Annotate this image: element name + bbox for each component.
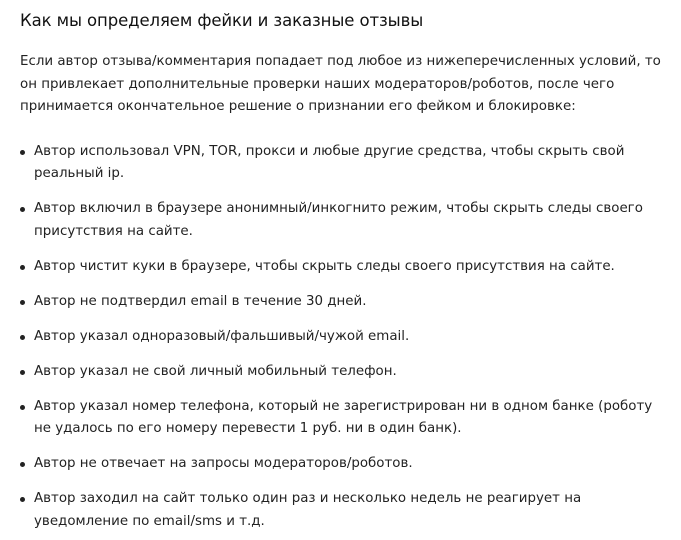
bullet-icon: [20, 300, 25, 305]
criteria-list: [20, 141, 663, 534]
list-item-text: Автор указал не свой личный мобильный телефон.: [34, 363, 397, 379]
bullet-icon: [20, 265, 25, 270]
bullet-icon: [20, 150, 25, 155]
list-item-text: Автор заходил на сайт только один раз и несколько недель не реагирует на уведомление по email/sms и т.д.: [34, 491, 582, 529]
intro-paragraph: Если автор отзыва/комментария попадает под любое из нижеперечисленных условий, то он привлекает дополнительные проверки наших модераторов/роботов, после чего принимается окончательное решение о признании его фейком и блокировке:: [20, 54, 661, 114]
bullet-icon: [20, 207, 25, 212]
bullet-icon: [20, 335, 25, 340]
list-item: [20, 326, 663, 349]
list-item-text: Автор не подтвердил email в течение 30 дней.: [34, 293, 367, 309]
list-item-text: Автор указал одноразовый/фальшивый/чужой email.: [34, 328, 410, 344]
list-item-text: Автор указал номер телефона, который не зарегистрирован ни в одном банке (роботу не удалось по его номеру перевести 1 руб. ни в один банк).: [34, 398, 653, 436]
bullet-icon: [20, 405, 25, 410]
bullet-icon: [20, 370, 25, 375]
list-item: [20, 361, 663, 384]
list-item: [20, 291, 663, 314]
list-item: [20, 256, 663, 279]
list-item: [20, 141, 663, 186]
bullet-icon: [20, 497, 25, 502]
list-item-text: Автор включил в браузере анонимный/инкогнито режим, чтобы скрыть следы своего присутствия на сайте.: [34, 201, 643, 239]
list-item: [20, 488, 663, 533]
bullet-icon: [20, 462, 25, 467]
list-item: [20, 453, 663, 476]
list-item-text: Автор чистит куки в браузере, чтобы скрыть следы своего присутствия на сайте.: [34, 258, 615, 274]
page-title: Как мы определяем фейки и заказные отзывы: [20, 11, 424, 30]
list-item: [20, 198, 663, 243]
list-item: [20, 396, 663, 441]
list-item-text: Автор использовал VPN, TOR, прокси и любые другие средства, чтобы скрыть свой реальный ip.: [34, 143, 625, 181]
list-item-text: Автор не отвечает на запросы модераторов/роботов.: [34, 456, 413, 471]
